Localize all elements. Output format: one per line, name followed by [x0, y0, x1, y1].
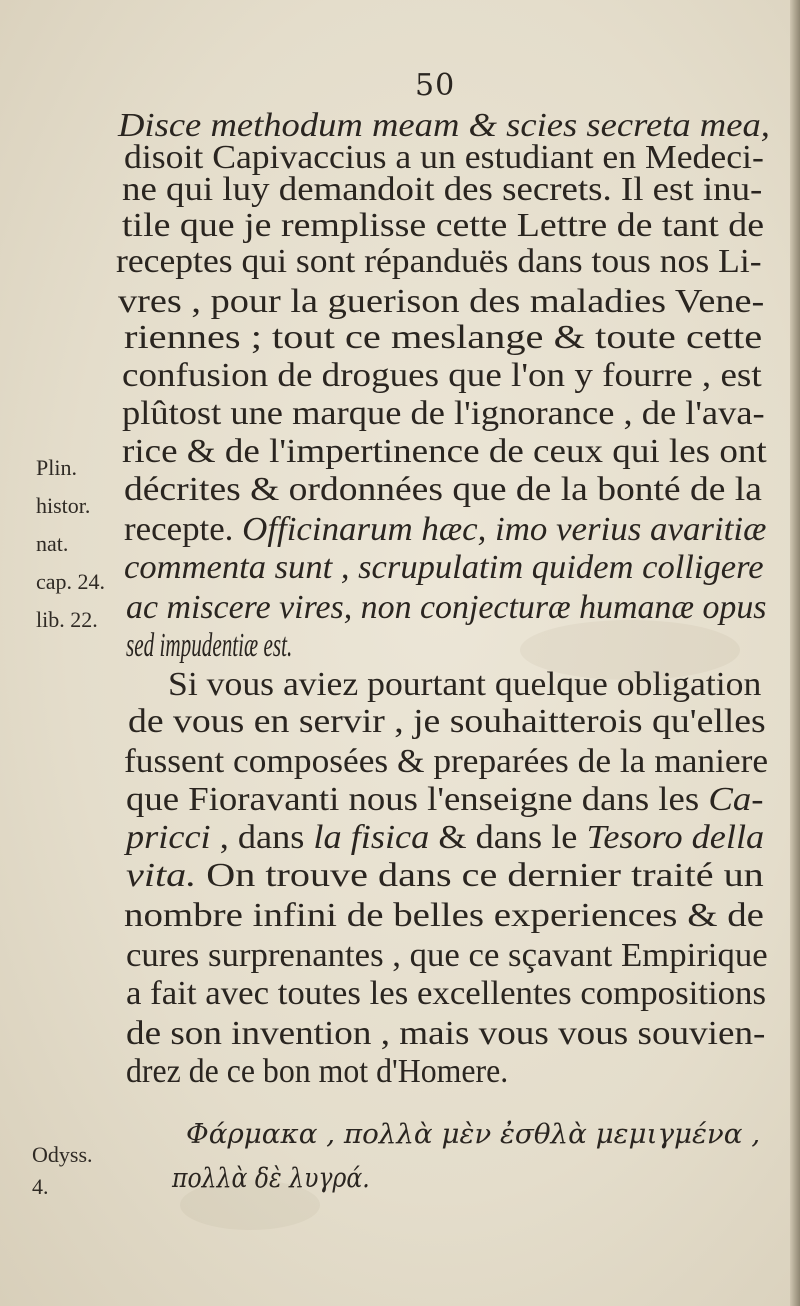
- margin-note-line: 4.: [32, 1174, 49, 1199]
- text-line: [122, 170, 762, 210]
- roman-segment: vres , pour la guerison des maladies Vene-: [118, 283, 765, 320]
- text-line: [124, 510, 766, 550]
- text-line: [124, 742, 768, 782]
- margin-note-odyssey: [32, 1142, 93, 1206]
- text-line: [122, 356, 762, 396]
- text-line: [122, 432, 767, 472]
- margin-note-line: histor.: [36, 493, 91, 518]
- italic-segment: Ca-: [708, 781, 764, 818]
- margin-note-pliny: [36, 455, 105, 645]
- roman-segment: & dans le: [429, 819, 587, 856]
- margin-note-line: Plin.: [36, 455, 77, 480]
- text-line: [126, 974, 766, 1014]
- italic-segment: ac miscere vires, non conjecturæ humanæ opus: [126, 589, 767, 626]
- roman-segment: plûtost une marque de l'ignorance , de l'ava-: [122, 395, 765, 432]
- roman-segment: de son invention , mais vous vous souvien-: [126, 1015, 766, 1052]
- roman-segment: riennes ; tout ce meslange & toute cette: [124, 319, 763, 356]
- roman-segment: tile que je remplisse cette Lettre de tant de: [122, 207, 765, 244]
- text-line: [124, 548, 764, 588]
- italic-segment: Disce methodum meam & scies secreta mea,: [118, 107, 770, 144]
- text-line: [126, 588, 767, 628]
- text-line: [168, 665, 761, 705]
- roman-segment: ne qui luy demandoit des secrets. Il est inu-: [122, 171, 763, 208]
- margin-note-line: Odyss.: [32, 1142, 93, 1167]
- roman-segment: nombre infini de belles experiences & de: [124, 897, 764, 934]
- text-line: [126, 1052, 508, 1092]
- roman-segment: fussent composées & preparées de la maniere: [124, 743, 769, 780]
- text-line: [122, 394, 765, 434]
- italic-segment: la fisica: [313, 819, 430, 856]
- roman-segment: , dans: [210, 819, 314, 856]
- roman-segment: Si vous aviez pourtant quelque obligation: [168, 666, 762, 703]
- text-line: [128, 702, 766, 742]
- roman-segment: confusion de drogues que l'on y fourre , est: [122, 357, 762, 394]
- text-line: [124, 318, 762, 358]
- text-line: [126, 936, 768, 976]
- margin-note-line: nat.: [36, 531, 69, 556]
- roman-segment: cures surprenantes , que ce sçavant Empirique: [126, 937, 768, 974]
- italic-segment: vita.: [126, 857, 197, 894]
- text-line: [124, 470, 762, 510]
- text-line: [126, 626, 292, 666]
- roman-segment: drez de ce bon mot d'Homere.: [126, 1053, 509, 1090]
- roman-segment: que Fioravanti nous l'enseigne dans les: [126, 781, 709, 818]
- margin-note-line: cap. 24.: [36, 569, 106, 594]
- roman-segment: de vous en servir , je souhaitterois qu'elles: [128, 703, 766, 740]
- page-edge-shadow: [790, 0, 800, 1306]
- roman-segment: disoit Capivaccius a un estudiant en Medeci-: [124, 139, 764, 176]
- page-number: 50: [415, 68, 456, 103]
- text-line: [116, 242, 762, 282]
- italic-segment: sed impudentiæ est.: [126, 627, 293, 664]
- italic-segment: commenta sunt , scrupulatim quidem colligere: [124, 549, 764, 586]
- text-line: [122, 206, 764, 246]
- text-line: [126, 780, 763, 820]
- text-line: [126, 856, 764, 896]
- roman-segment: receptes qui sont répanduës dans tous nos Li-: [116, 243, 762, 280]
- text-line: [118, 282, 764, 322]
- text-line: [126, 818, 764, 858]
- margin-note-line: lib. 22.: [36, 607, 98, 632]
- roman-segment: On trouve dans ce dernier traité un: [196, 857, 764, 894]
- roman-segment: rice & de l'impertinence de ceux qui les ont: [122, 433, 767, 470]
- roman-segment: décrites & ordonnées que de la bonté de la: [124, 471, 762, 508]
- text-line: [126, 1014, 765, 1054]
- roman-segment: a fait avec toutes les excellentes compositions: [126, 975, 767, 1012]
- text-line: [124, 896, 764, 936]
- italic-segment: Officinarum hæc, imo verius avaritiæ: [242, 511, 767, 548]
- roman-segment: recepte.: [124, 511, 243, 548]
- italic-segment: pricci: [126, 819, 211, 856]
- greek-verse-line: Φάρμακα , πολλὰ μὲν ἐσθλὰ μεμιγμένα ,: [186, 1119, 761, 1150]
- greek-verse-line: πολλὰ δὲ λυγρά.: [172, 1163, 370, 1194]
- italic-segment: Tesoro della: [586, 819, 765, 856]
